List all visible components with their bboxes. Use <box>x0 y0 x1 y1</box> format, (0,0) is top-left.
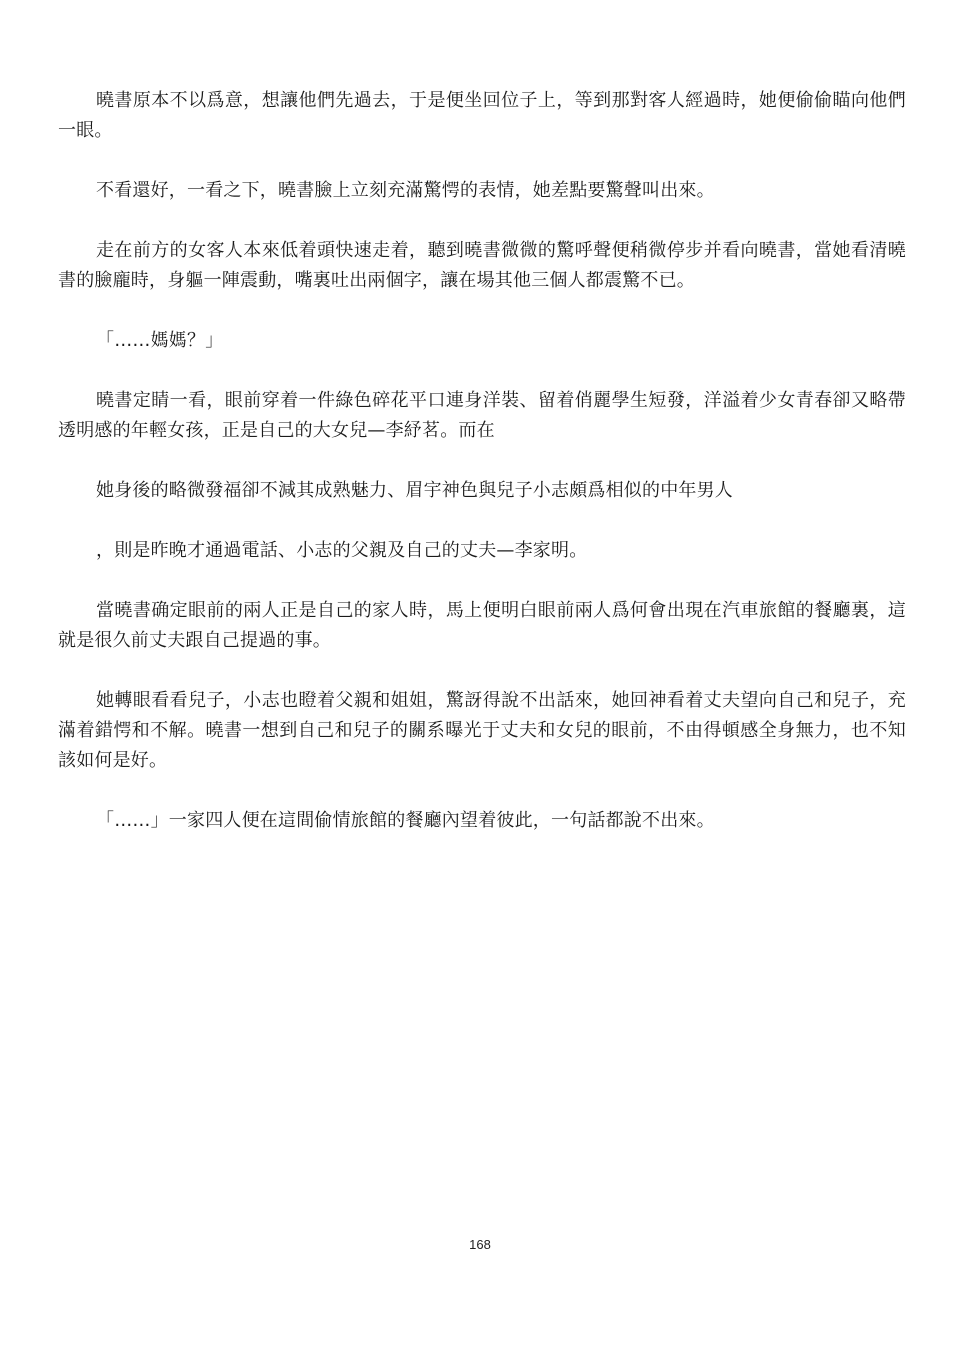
paragraph: 不看還好，一看之下，曉書臉上立刻充滿驚愕的表情，她差點要驚聲叫出來。 <box>96 180 715 201</box>
paragraph: ，則是昨晚才通過電話、小志的父親及自己的丈夫—李家明。 <box>96 540 588 561</box>
paragraph: 當曉書确定眼前的兩人正是自己的家人時，馬上便明白眼前兩人爲何會出現在汽車旅館的餐廳裏，這就是很久前丈夫跟自己提過的事。 <box>58 600 906 651</box>
paragraph: 走在前方的女客人本來低着頭快速走着，聽到曉書微微的驚呼聲便稍微停步并看向曉書，當她看清曉書的臉龐時，身軀一陣震動，嘴裏吐出兩個字，讓在場其他三個人都震驚不已。 <box>58 240 906 291</box>
page-number: 168 <box>469 1237 491 1252</box>
paragraph: 曉書原本不以爲意，想讓他們先過去，于是便坐回位子上，等到那對客人經過時，她便偷偷瞄向他們一眼。 <box>58 90 906 141</box>
document-body <box>58 86 906 866</box>
paragraph: 她轉眼看看兒子，小志也瞪着父親和姐姐，驚訝得說不出話來，她回神看着丈夫望向自己和兒子，充滿着錯愕和不解。曉書一想到自己和兒子的關系曝光于丈夫和女兒的眼前，不由得頓感全身無力，也不知該如何是好。 <box>58 690 906 771</box>
paragraph: 曉書定睛一看，眼前穿着一件綠色碎花平口連身洋裝、留着俏麗學生短發，洋溢着少女青春卻又略帶透明感的年輕女孩，正是自己的大女兒—李紓茗。而在 <box>58 390 906 441</box>
paragraph: 她身後的略微發福卻不減其成熟魅力、眉宇神色與兒子小志頗爲相似的中年男人 <box>96 480 733 501</box>
paragraph: 「……」一家四人便在這間偷情旅館的餐廳內望着彼此，一句話都說不出來。 <box>96 810 715 831</box>
paragraph: 「……媽媽？」 <box>96 330 224 351</box>
